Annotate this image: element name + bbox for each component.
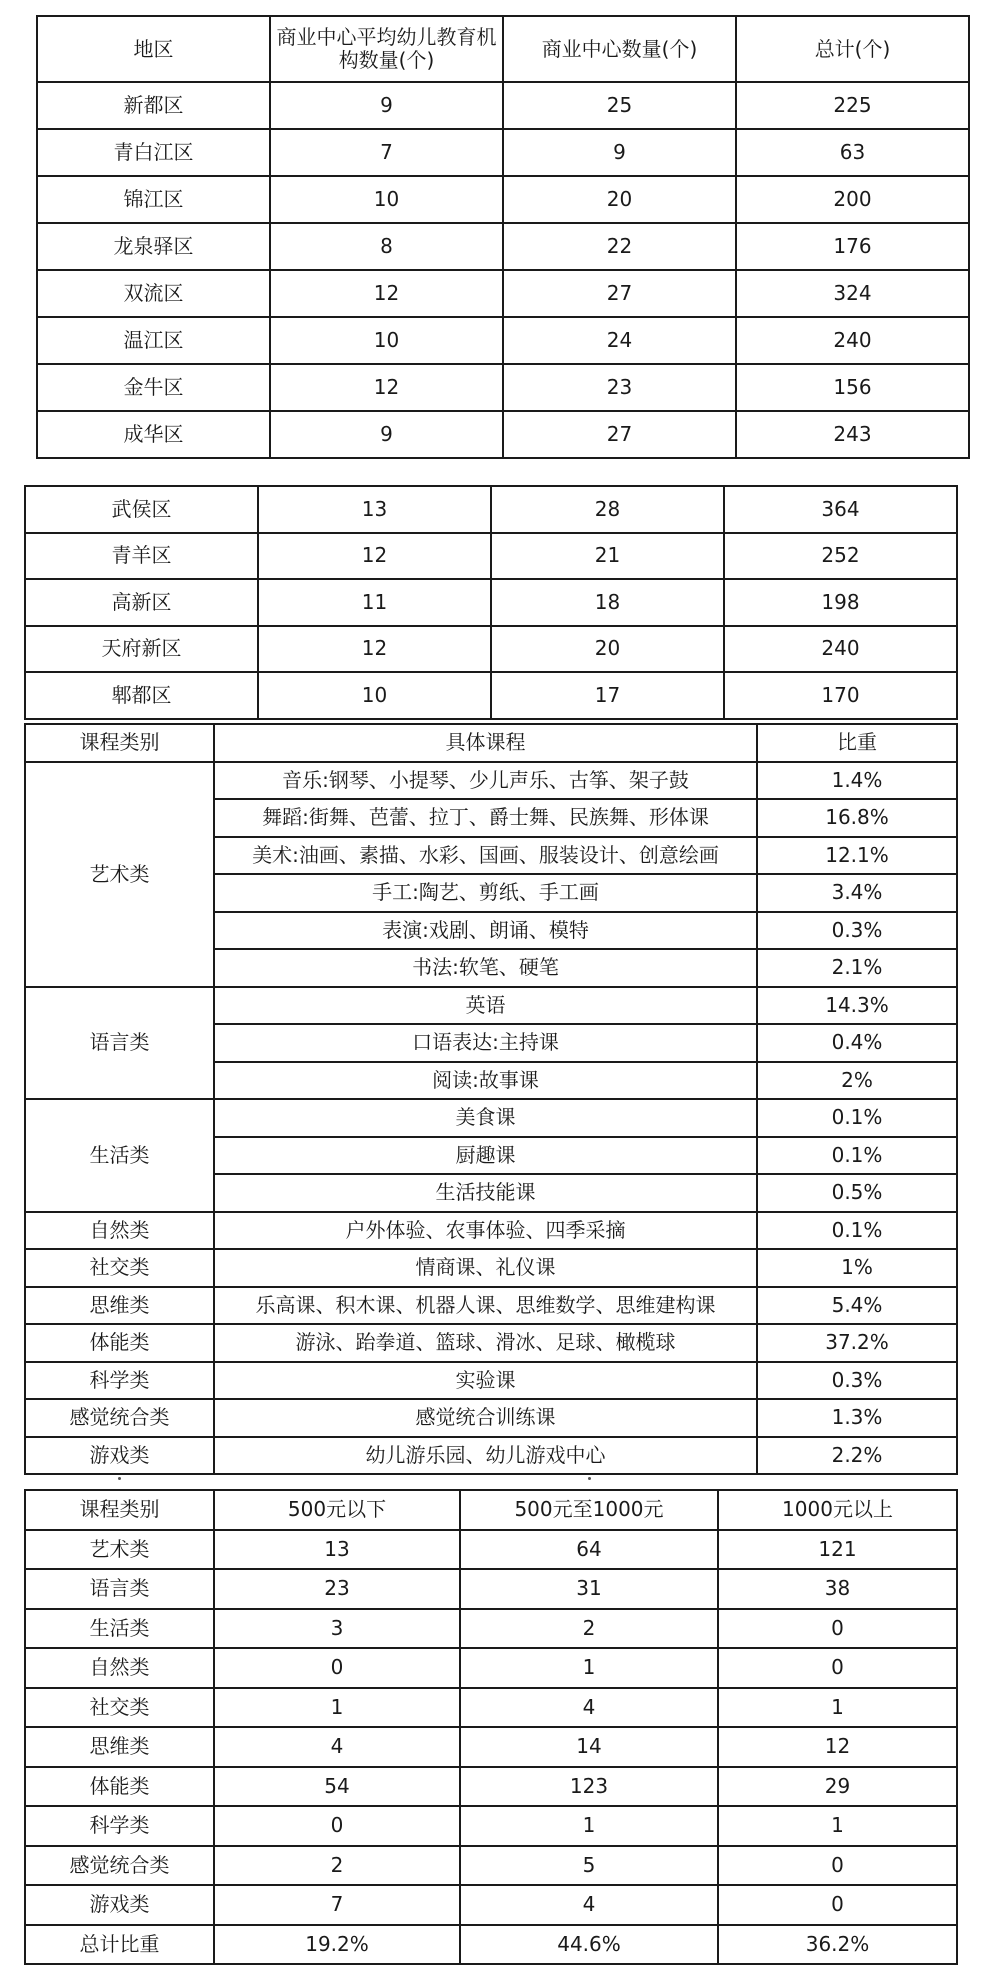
category-cell: 语言类 [25,987,214,1100]
table-cell: 郫都区 [25,672,258,719]
course-cell: 实验课 [214,1362,757,1400]
course-cell: 乐高课、积木课、机器人课、思维数学、思维建构课 [214,1287,757,1325]
category-cell: 科学类 [25,1362,214,1400]
course-cell: 美术:油画、素描、水彩、国画、服装设计、创意绘画 [214,837,757,875]
course-cell: 音乐:钢琴、小提琴、少儿声乐、古筝、架子鼓 [214,762,757,800]
table-row [25,1362,957,1400]
table-cell: 0 [718,1885,957,1925]
share-cell: 37.2% [757,1324,957,1362]
table-cell: 121 [718,1530,957,1570]
table-cell: 123 [460,1767,718,1807]
course-cell: 厨趣课 [214,1137,757,1175]
table-cell: 科学类 [25,1806,214,1846]
table-cell: 0 [214,1648,460,1688]
table-cell: 0 [718,1609,957,1649]
column-header: 商业中心平均幼儿教育机构数量(个) [270,16,503,82]
table-cell: 2 [214,1846,460,1886]
scan-dot [588,1477,591,1480]
table-row [25,1648,957,1688]
course-cell: 阅读:故事课 [214,1062,757,1100]
share-cell: 0.1% [757,1099,957,1137]
share-cell: 14.3% [757,987,957,1025]
price-range-table [24,1489,958,1965]
table-row [25,1099,957,1137]
table-cell: 7 [214,1885,460,1925]
table-cell: 9 [270,82,503,129]
course-cell: 情商课、礼仪课 [214,1249,757,1287]
table-cell: 12 [718,1727,957,1767]
share-cell: 2.2% [757,1437,957,1475]
table-cell: 27 [503,270,736,317]
table-row [25,1885,957,1925]
table-row [25,1569,957,1609]
table-cell: 8 [270,223,503,270]
category-cell: 游戏类 [25,1437,214,1475]
category-cell: 生活类 [25,1099,214,1212]
table-row [37,364,969,411]
table-cell: 29 [718,1767,957,1807]
share-cell: 0.4% [757,1024,957,1062]
category-cell: 思维类 [25,1287,214,1325]
category-cell: 社交类 [25,1249,214,1287]
table-row [25,626,957,673]
table-row [25,1212,957,1250]
table-cell: 198 [724,579,957,626]
share-cell: 1.4% [757,762,957,800]
table-cell: 21 [491,533,724,580]
table-row [25,1925,957,1965]
table-row [25,987,957,1025]
table-cell: 体能类 [25,1767,214,1807]
table-cell: 240 [736,317,969,364]
share-cell: 1% [757,1249,957,1287]
table-row [37,176,969,223]
table-row [25,579,957,626]
table-row [25,1609,957,1649]
column-header: 地区 [37,16,270,82]
column-header: 500元至1000元 [460,1490,718,1530]
table-cell: 28 [491,486,724,533]
column-header: 500元以下 [214,1490,460,1530]
course-cell: 户外体验、农事体验、四季采摘 [214,1212,757,1250]
table-header-row [25,1490,957,1530]
table-row [25,1727,957,1767]
table-cell: 23 [503,364,736,411]
share-cell: 12.1% [757,837,957,875]
table-cell: 社交类 [25,1688,214,1728]
table-cell: 54 [214,1767,460,1807]
table-cell: 225 [736,82,969,129]
table-cell: 63 [736,129,969,176]
table-cell: 10 [270,176,503,223]
table-cell: 36.2% [718,1925,957,1965]
share-cell: 2.1% [757,949,957,987]
table-row [25,533,957,580]
table-cell: 0 [718,1846,957,1886]
share-cell: 3.4% [757,874,957,912]
column-header: 课程类别 [25,724,214,762]
table-cell: 4 [214,1727,460,1767]
share-cell: 0.1% [757,1137,957,1175]
course-cell: 美食课 [214,1099,757,1137]
table-cell: 64 [460,1530,718,1570]
course-cell: 游泳、跆拳道、篮球、滑冰、足球、橄榄球 [214,1324,757,1362]
table-cell: 1 [214,1688,460,1728]
table-cell: 9 [503,129,736,176]
table-cell: 20 [503,176,736,223]
table-cell: 生活类 [25,1609,214,1649]
scan-dot [118,1477,121,1480]
table-cell: 感觉统合类 [25,1846,214,1886]
table-row [25,1688,957,1728]
table-cell: 18 [491,579,724,626]
share-cell: 2% [757,1062,957,1100]
course-category-table [24,723,958,1475]
column-header: 商业中心数量(个) [503,16,736,82]
table-row [37,317,969,364]
table-cell: 4 [460,1688,718,1728]
table-cell: 自然类 [25,1648,214,1688]
table-row [25,672,957,719]
table-cell: 青白江区 [37,129,270,176]
table-row [25,1399,957,1437]
table-cell: 240 [724,626,957,673]
column-header: 课程类别 [25,1490,214,1530]
table-row [37,411,969,458]
table-cell: 12 [270,270,503,317]
table-cell: 12 [258,533,491,580]
table-cell: 0 [214,1806,460,1846]
share-cell: 5.4% [757,1287,957,1325]
table-cell: 324 [736,270,969,317]
table-cell: 38 [718,1569,957,1609]
table-cell: 7 [270,129,503,176]
table-cell: 0 [718,1648,957,1688]
table-cell: 3 [214,1609,460,1649]
table-row [25,486,957,533]
course-cell: 书法:软笔、硬笔 [214,949,757,987]
table-row [25,1767,957,1807]
table-cell: 17 [491,672,724,719]
table-cell: 22 [503,223,736,270]
table-row [25,1287,957,1325]
table-cell: 44.6% [460,1925,718,1965]
table-row [37,270,969,317]
share-cell: 0.5% [757,1174,957,1212]
table-row [25,762,957,800]
table-cell: 243 [736,411,969,458]
table-cell: 龙泉驿区 [37,223,270,270]
table-cell: 364 [724,486,957,533]
table-cell: 1 [460,1806,718,1846]
table-cell: 20 [491,626,724,673]
table-cell: 31 [460,1569,718,1609]
column-header: 比重 [757,724,957,762]
table-cell: 24 [503,317,736,364]
table-row [25,1806,957,1846]
table-cell: 12 [270,364,503,411]
table-header-row [25,724,957,762]
course-cell: 手工:陶艺、剪纸、手工画 [214,874,757,912]
table-row [37,82,969,129]
column-header: 1000元以上 [718,1490,957,1530]
table-cell: 天府新区 [25,626,258,673]
category-cell: 感觉统合类 [25,1399,214,1437]
category-cell: 自然类 [25,1212,214,1250]
table-cell: 1 [460,1648,718,1688]
table-cell: 温江区 [37,317,270,364]
category-cell: 体能类 [25,1324,214,1362]
table-cell: 13 [258,486,491,533]
table-row [25,1249,957,1287]
course-cell: 生活技能课 [214,1174,757,1212]
table-cell: 23 [214,1569,460,1609]
table-row [37,129,969,176]
table-cell: 27 [503,411,736,458]
table-cell: 锦江区 [37,176,270,223]
table-cell: 170 [724,672,957,719]
table-cell: 10 [270,317,503,364]
table-cell: 176 [736,223,969,270]
table-cell: 新都区 [37,82,270,129]
table-cell: 12 [258,626,491,673]
table-cell: 25 [503,82,736,129]
table-row [25,1324,957,1362]
share-cell: 0.3% [757,912,957,950]
column-header: 具体课程 [214,724,757,762]
table-cell: 金牛区 [37,364,270,411]
table-cell: 13 [214,1530,460,1570]
table-cell: 总计比重 [25,1925,214,1965]
table-cell: 19.2% [214,1925,460,1965]
table-cell: 1 [718,1688,957,1728]
share-cell: 0.1% [757,1212,957,1250]
district-table-part1 [36,15,970,459]
table-cell: 1 [718,1806,957,1846]
table-header-row [37,16,969,82]
table-cell: 青羊区 [25,533,258,580]
table-cell: 武侯区 [25,486,258,533]
table-row [25,1530,957,1570]
table-cell: 156 [736,364,969,411]
table-cell: 语言类 [25,1569,214,1609]
share-cell: 1.3% [757,1399,957,1437]
table-cell: 9 [270,411,503,458]
share-cell: 0.3% [757,1362,957,1400]
course-cell: 口语表达:主持课 [214,1024,757,1062]
table-cell: 游戏类 [25,1885,214,1925]
course-cell: 英语 [214,987,757,1025]
share-cell: 16.8% [757,799,957,837]
column-header: 总计(个) [736,16,969,82]
table-cell: 成华区 [37,411,270,458]
table-cell: 2 [460,1609,718,1649]
table-cell: 14 [460,1727,718,1767]
table-cell: 252 [724,533,957,580]
course-cell: 表演:戏剧、朗诵、模特 [214,912,757,950]
district-table-part2 [24,485,958,720]
table-cell: 艺术类 [25,1530,214,1570]
table-cell: 10 [258,672,491,719]
table-cell: 11 [258,579,491,626]
table-cell: 双流区 [37,270,270,317]
table-row [37,223,969,270]
course-cell: 幼儿游乐园、幼儿游戏中心 [214,1437,757,1475]
table-cell: 5 [460,1846,718,1886]
course-cell: 舞蹈:街舞、芭蕾、拉丁、爵士舞、民族舞、形体课 [214,799,757,837]
table-cell: 思维类 [25,1727,214,1767]
table-cell: 4 [460,1885,718,1925]
table-row [25,1846,957,1886]
table-row [25,1437,957,1475]
table-cell: 高新区 [25,579,258,626]
table-cell: 200 [736,176,969,223]
course-cell: 感觉统合训练课 [214,1399,757,1437]
category-cell: 艺术类 [25,762,214,987]
